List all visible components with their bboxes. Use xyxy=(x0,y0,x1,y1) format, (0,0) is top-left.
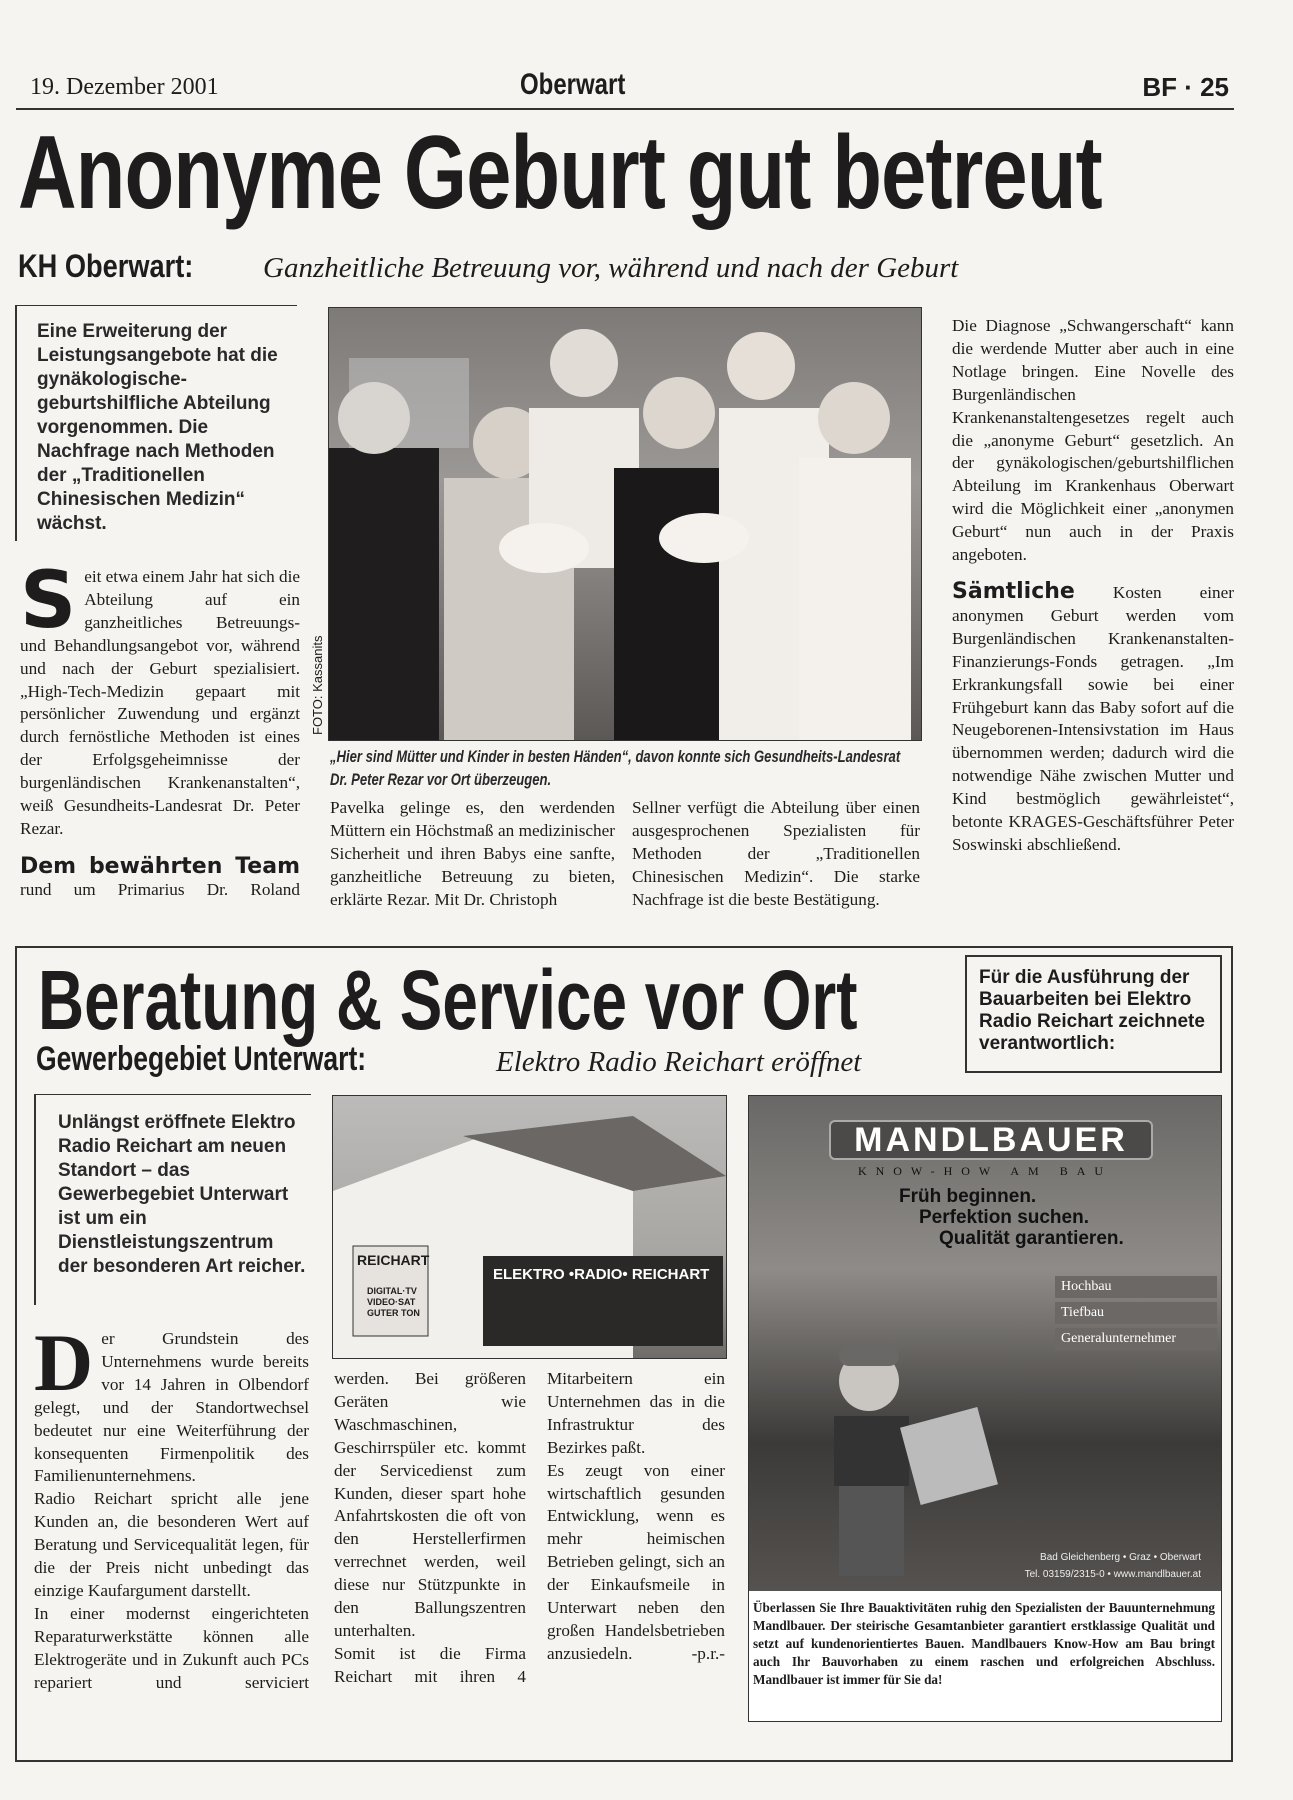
article1-col4-para2: Kosten einer anonymen Geburt werden vom Burgenländischen Krankenanstalten-Finanzierungs-Fonds getragen. „Im Erkrankungsfall sowie bei einer Frühgeburt kann das Baby sofort auf die Neugeborenen-Intensivstation im Haus übernommen werden; dadurch wird die notwendige Nähe zwischen Mutter und Kind bestmöglich gewährleistet“, betonte KRAGES-Geschäftsführer Peter Soswinski abschließend. xyxy=(952,582,1235,854)
masthead-rule xyxy=(16,108,1234,110)
photo-credit: FOTO: Kassanits xyxy=(310,635,325,735)
ad-service-item: Generalunternehmer xyxy=(1055,1328,1217,1350)
article1-subhead xyxy=(18,248,959,285)
article1-subtitle: Ganzheitliche Betreuung vor, während und nach der Geburt xyxy=(263,252,959,284)
ad-slogan-line: Qualität garantieren. xyxy=(939,1228,1124,1249)
article1-col4-para1: Die Diagnose „Schwangerschaft“ kann die werdende Mutter aber auch in eine Notlage bringen. Eine Novelle des Burgenländischen Krankenanstaltengesetzes regelt auch die „anonyme Geburt“ gesetzlich. An der gynäkologischen/geburtshilflichen Abteilung im Krankenhaus Oberwart wird die Möglichkeit einer „anonymen Geburt“ nun auch in der Praxis angeboten. xyxy=(952,316,1234,565)
article2-signature: -p.r.- xyxy=(691,1643,725,1663)
article1-col1 xyxy=(20,556,300,902)
ad-locations: Bad Gleichenberg • Graz • Oberwart xyxy=(1040,1552,1201,1563)
masthead-page: BF · 25 xyxy=(1142,72,1229,102)
ad-slogan xyxy=(899,1186,1124,1249)
ad-tagline: KNOW-HOW AM BAU xyxy=(857,1164,1113,1178)
article1-col2: Pavelka gelinge es, den werdenden Müttern ein Höchstmaß an medizinischer Sicherheit und ihren Babys eine sanfte, ganzheitliche Betreuung zu bieten, erklärte Rezar. Mit Dr. Christoph xyxy=(330,798,615,909)
article1-col4-crosshead: Sämtliche xyxy=(952,578,1075,604)
group-photo-illustration xyxy=(329,308,921,740)
ad-logo: MANDLBAUER xyxy=(829,1120,1153,1160)
article1-photo-caption: „Hier sind Mütter und Kinder in besten Händen“, davon konnte sich Gesundheits-Landesrat Dr. Peter Rezar vor Ort überzeugen. xyxy=(330,747,901,789)
dropcap: D xyxy=(34,1317,94,1408)
article1-para2-start: rund um Primarius Dr. Roland xyxy=(20,879,300,899)
article2-col2-para2: Somit ist die Firma Reichart mit ihren 4 xyxy=(334,1643,526,1686)
section-label: Oberwart xyxy=(520,68,626,101)
ad-text: Überlassen Sie Ihre Bauaktivitäten ruhig den Spezialisten der Bauunternehmung Mandlbauer. Der steirische Gesamtanbieter garantiert erstklassige Qualität und setzt auf kundenorientiertes Bauen. Mandlbauers Know-How am Bau bringt auch Ihr Bauvorhaben zu einem raschen und erfolgreichen Abschluss. Mandlbauer ist immer für Sie da! xyxy=(753,1600,1215,1687)
ad-service-item: Hochbau xyxy=(1055,1276,1217,1298)
article1-lead-box xyxy=(15,305,297,541)
ad-slogan-line: Perfektion suchen. xyxy=(919,1207,1089,1228)
masthead-date: 19. Dezember 2001 xyxy=(30,74,219,100)
article1-col4 xyxy=(952,315,1234,857)
article1-para1: eit etwa einem Jahr hat sich die Abteilung auf ein ganzheitliches Betreuungs- und Behandlungsangebot vor, während und nach der Geburt spezialisiert. „High-Tech-Medizin gepaart mit persönlicher Zuwendung und ergänzt durch fernöstliche Methoden ist eines der Erfolgsgeheimnisse der burgenländischen Krankenanstalten“, weiß Gesundheits-Landesrat Dr. Peter Rezar. xyxy=(20,567,300,838)
masthead-section xyxy=(520,68,652,102)
article2-col3-para2: Es zeugt von einer wirtschaftlich gesunden Entwicklung, wenn es mehr heimischen Betrieben gelingt, sich an der Einkaufsmeile in Unterwart neben den großen Handelsbetrieben anzusiedeln. xyxy=(547,1460,725,1663)
article2-subhead xyxy=(36,1040,862,1079)
article2-col2 xyxy=(334,1368,526,1689)
article2-lead-box xyxy=(34,1094,311,1305)
article1-kicker: KH Oberwart: xyxy=(18,248,194,284)
article2-col1-para1: er Grundstein des Unternehmens wurde bereits vor 14 Jahren in Olbendorf gelegt, und der Standortwechsel bedeutet nur eine Weiterführung der konsequenten Firmenpolitik des Familienunternehmens. xyxy=(34,1329,309,1486)
ad-image xyxy=(749,1096,1221,1591)
article1-headline: Anonyme Geburt gut betreut xyxy=(18,115,1102,231)
article2-subtitle: Elektro Radio Reichart eröffnet xyxy=(496,1046,862,1078)
article2-headline: Beratung & Service vor Ort xyxy=(38,953,858,1047)
article2-col1 xyxy=(34,1317,309,1695)
article2-col1-para2: Radio Reichart spricht alle jene Kunden an, die besonderen Wert auf Beratung und Servicequalität legen, für die der Preis nicht unbedingt das einzige Kaufargument darstellt. xyxy=(34,1489,309,1600)
ad-slogan-line: Früh beginnen. xyxy=(899,1186,1037,1207)
ad-service-item: Tiefbau xyxy=(1055,1302,1217,1324)
building-sign-services: DIGITAL·TV VIDEO·SAT GUTER TON xyxy=(367,1286,420,1318)
article2-kicker: Gewerbegebiet Unterwart: xyxy=(36,1040,367,1078)
article1-photo xyxy=(328,307,922,741)
sidebox-text: Für die Ausführung der Bauarbeiten bei Elektro Radio Reichart zeichnete verantwortlich: xyxy=(979,967,1205,1054)
building-photo xyxy=(332,1095,727,1359)
article2-col3 xyxy=(547,1368,725,1666)
article1-col3: Sellner verfügt die Abteilung über einen ausgesprochenen Spezialisten für Methoden der „Traditionellen Chinesischen Medizin“. Die starke Nachfrage ist die beste Bestätigung. xyxy=(632,798,920,909)
article2-col2-para1: werden. Bei größeren Geräten wie Waschmaschinen, Geschirrspüler etc. kommt der Servicedienst zum Kunden, dieser spart hohe Anfahrtskosten die oft von den Herstellerfirmen verrechnet werden, weil diese nur Stützpunkte in den Ballungszentren unterhalten. xyxy=(334,1369,526,1640)
ad-services xyxy=(1055,1276,1217,1350)
article2-lead: Unlängst eröffnete Elektro Radio Reichart am neuen Standort – das Gewerbegebiet Unterwart ist um ein Dienstleistungszentrum der besonderen Art reicher. xyxy=(58,1112,306,1277)
building-sign-reichart: REICHART xyxy=(357,1252,430,1268)
lego-worker-illustration xyxy=(809,1341,1009,1591)
article1-crosshead: Dem bewährten Team xyxy=(20,853,300,879)
article2-col1-para3: In einer modernst eingerichteten Reparaturwerkstätte können alle Elektrogeräte und in Zukunft auch PCs repariert und serviciert xyxy=(34,1603,309,1692)
building-sign-elektro: ELEKTRO •RADIO• REICHART xyxy=(493,1266,710,1283)
mandlbauer-ad xyxy=(748,1095,1222,1722)
article2-sidebox xyxy=(965,955,1222,1073)
ad-contact: Tel. 03159/2315-0 • www.mandlbauer.at xyxy=(1024,1569,1201,1580)
article2-col3-para1: Mitarbeitern ein Unternehmen das in die Infrastruktur des Bezirkes paßt. xyxy=(547,1369,725,1457)
dropcap: S xyxy=(20,556,77,646)
article1-lead: Eine Erweiterung der Leistungsangebote hat die gynäkologische-geburtshilfliche Abteilung vorgenommen. Die Nachfrage nach Methoden der „Traditionellen Chinesischen Medizin“ wächst. xyxy=(37,321,278,534)
